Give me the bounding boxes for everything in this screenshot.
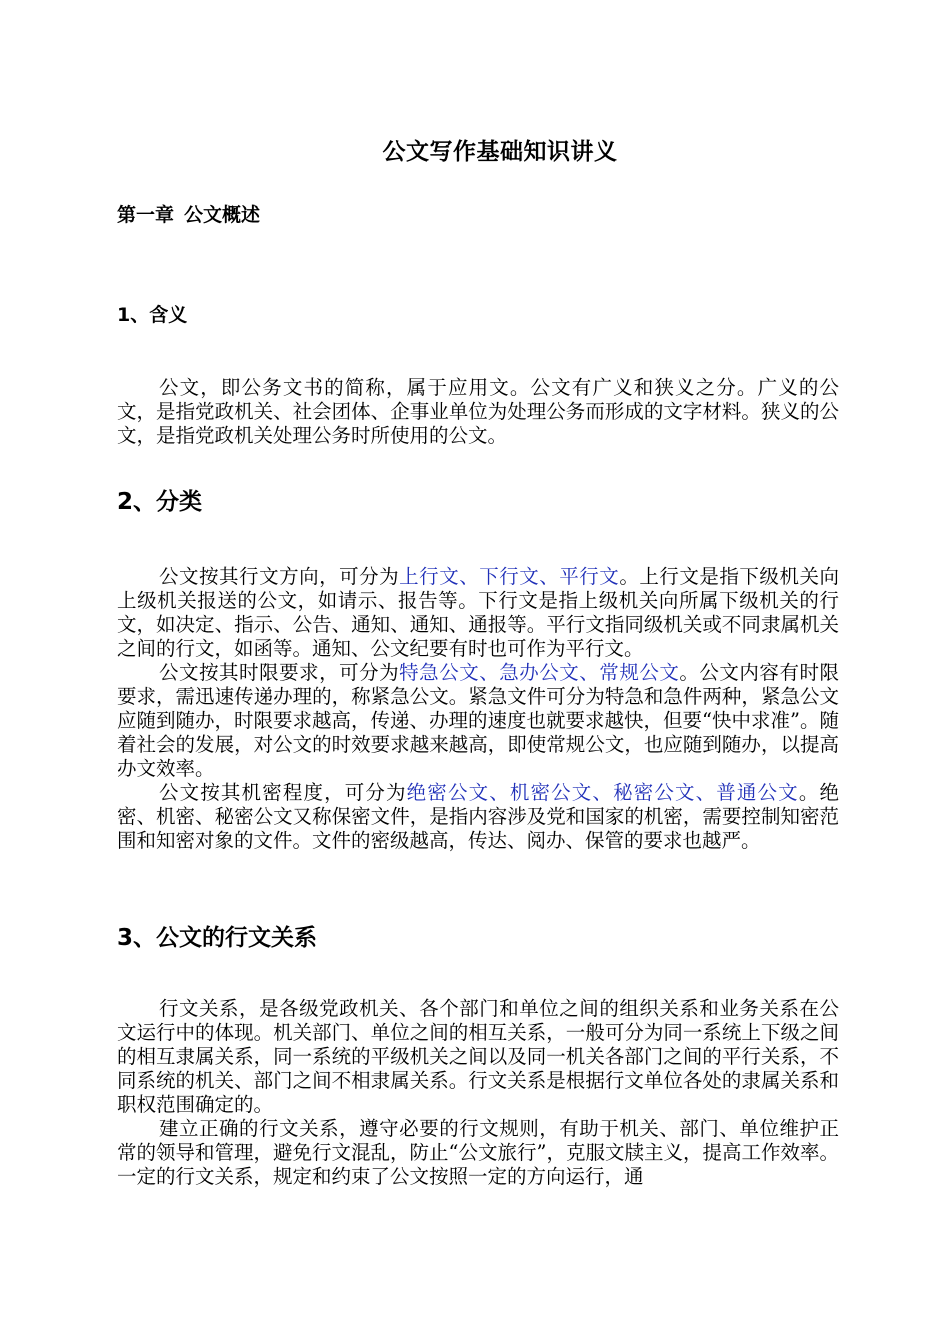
body-paragraph	[117, 376, 839, 448]
chapter-title: 公文概述	[184, 204, 261, 226]
chapter-label: 第一章	[117, 204, 175, 226]
section-body-meaning	[117, 376, 839, 448]
paragraph-text: 。绝密、机密、秘密公文又称保密文件，是指内容涉及党和国家的机密，需要控制知密范围和知密对象的文件。文件的密级越高，传达、阅办、保管的要求也越严。	[117, 781, 839, 852]
paragraph-text: 。上行文是指下级机关向上级机关报送的公文，如请示、报告等。下行文是指上级机关向所属下级机关的行文，如决定、指示、公告、通知、通知、通报等。平行文指同级机关或不同隶属机关之间的行文，如函等。通知、公文纪要有时也可作为平行文。	[117, 565, 839, 660]
paragraph-text: 建立正确的行文关系，遵守必要的行文规则，有助于机关、部门、单位维护正常的领导和管理，避免行文混乱，防止“公文旅行”，克服文牍主义，提高工作效率。一定的行文关系，规定和约束了公文按照一定的方向运行，通	[117, 1117, 839, 1188]
paragraph-text: 公文按其时限要求，可分为	[159, 661, 400, 684]
highlighted-term: 绝密公文、机密公文、秘密公文、普通公文	[406, 781, 799, 804]
body-paragraph	[117, 661, 839, 781]
body-paragraph	[117, 565, 839, 661]
section-body-classification	[117, 565, 839, 853]
section-body-relations	[117, 997, 839, 1189]
highlighted-term: 上行文、下行文、平行文	[399, 565, 620, 588]
paragraph-text: 行文关系，是各级党政机关、各个部门和单位之间的组织关系和业务关系在公文运行中的体现。机关部门、单位之间的相互关系，一般可分为同一系统上下级之间的相互隶属关系，同一系统的平级机关之间以及同一机关各部门之间的平行关系，不同系统的机关、部门之间不相隶属关系。行文关系是根据行文单位各处的隶属关系和职权范围确定的。	[117, 997, 839, 1116]
body-paragraph	[117, 1117, 839, 1189]
highlighted-term: 特急公文、急办公文、常规公文	[399, 661, 680, 684]
body-paragraph	[117, 997, 839, 1117]
section-heading-classification: 2、分类	[117, 489, 203, 515]
chapter-heading	[117, 200, 260, 227]
section-heading-meaning: 1、含义	[117, 304, 188, 326]
paragraph-text: 公文按其行文方向，可分为	[159, 565, 400, 588]
paragraph-text: 公文按其机密程度，可分为	[159, 781, 407, 804]
paragraph-text: 公文，即公务文书的简称，属于应用文。公文有广义和狭义之分。广义的公文，是指党政机关、社会团体、企事业单位为处理公务而形成的文字材料。狭义的公文，是指党政机关处理公务时所使用的公文。	[117, 376, 839, 447]
document-title: 公文写作基础知识讲义	[382, 139, 618, 165]
section-heading-relations: 3、公文的行文关系	[117, 925, 318, 951]
paragraph-text: 。公文内容有时限要求，需迅速传递办理的，称紧急公文。紧急文件可分为特急和急件两种，紧急公文应随到随办，时限要求越高，传递、办理的速度也就要求越快，但要“快中求准”。随着社会的发展，对公文的时效要求越来越高，即使常规公文，也应随到随办，以提高办文效率。	[117, 661, 839, 780]
body-paragraph	[117, 781, 839, 853]
